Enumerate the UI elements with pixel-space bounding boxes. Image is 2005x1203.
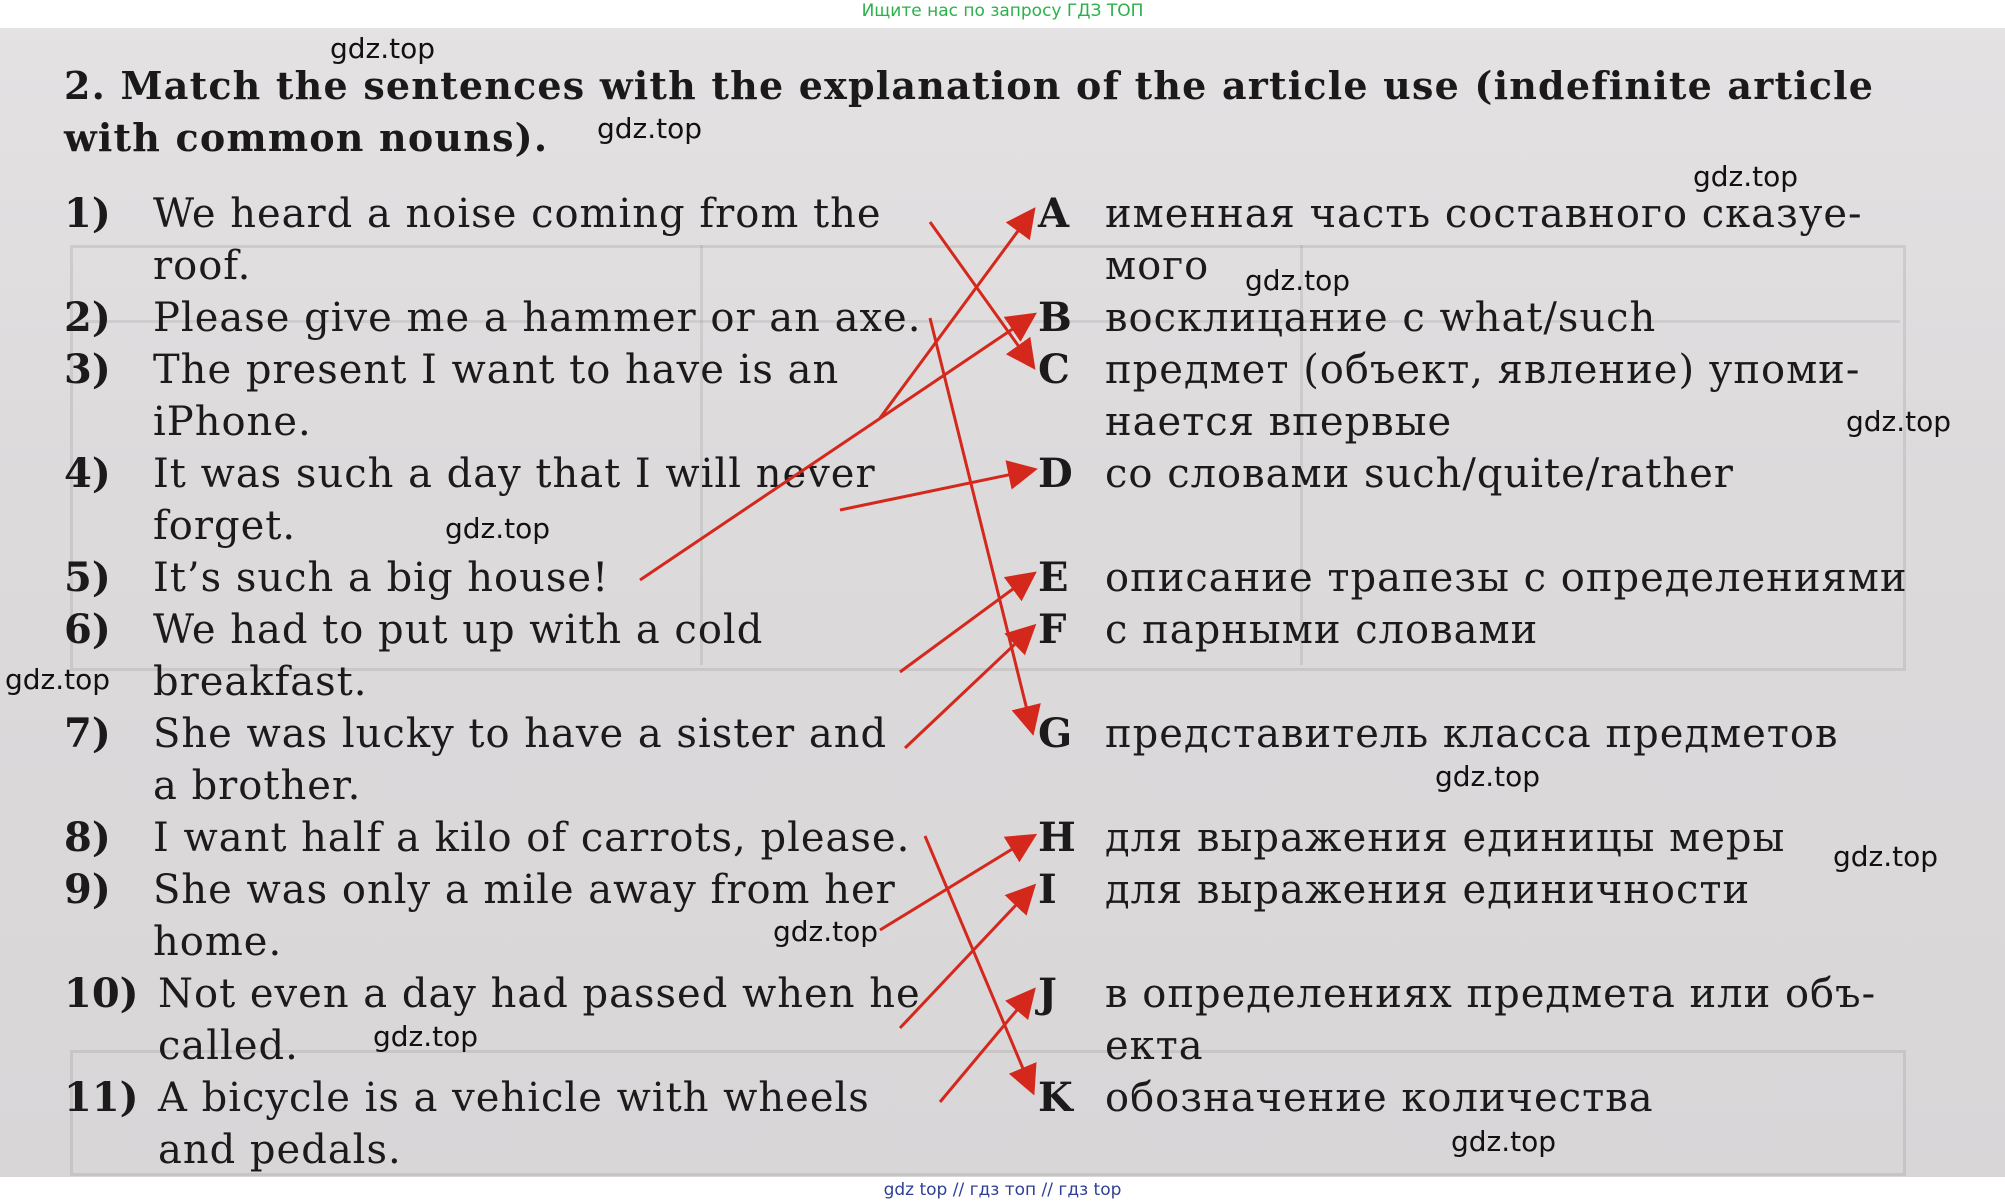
explanation-line: описание трапезы с определениями <box>1105 555 1908 601</box>
sentence-line: iPhone. <box>153 399 312 445</box>
sentence-line: and pedals. <box>158 1127 402 1173</box>
match-arrow <box>880 837 1032 930</box>
sentence-line: We heard a noise coming from the <box>153 191 882 237</box>
explanation-letter: K <box>1038 1074 1073 1121</box>
explanation-line: с парными словами <box>1105 607 1539 653</box>
match-arrow <box>640 316 1032 580</box>
watermark: gdz.top <box>773 915 879 948</box>
watermark: gdz.top <box>330 32 436 65</box>
sentence-line: The present I want to have is an <box>153 347 840 393</box>
explanation-line: обозначение количества <box>1105 1075 1654 1121</box>
explanation-line: восклицание с what/such <box>1105 295 1657 341</box>
sentence-number: 4) <box>64 450 111 497</box>
sentence-number: 11) <box>64 1074 139 1121</box>
sentence-number: 9) <box>64 866 111 913</box>
match-arrow <box>900 575 1032 672</box>
explanation-line: екта <box>1105 1023 1204 1069</box>
sentence-line: forget. <box>153 503 297 549</box>
match-arrow <box>840 470 1032 510</box>
sentence-number: 10) <box>64 970 139 1017</box>
sentence-number: 7) <box>64 710 111 757</box>
sentence-line: breakfast. <box>153 659 368 705</box>
bottom-banner[interactable]: gdz top // гдз топ // гдз top <box>0 1177 2005 1203</box>
sentence-line: A bicycle is a vehicle with wheels <box>158 1075 870 1121</box>
sentence-number: 8) <box>64 814 111 861</box>
explanation-letter: H <box>1038 814 1076 861</box>
sentence-line: She was lucky to have a sister and <box>153 711 888 757</box>
sentence-number: 6) <box>64 606 111 653</box>
explanation-line: представитель класса предметов <box>1105 711 1839 757</box>
top-banner[interactable]: Ищите нас по запросу ГДЗ ТОП <box>0 0 2005 28</box>
explanation-line: для выражения единичности <box>1105 867 1751 913</box>
explanation-line: в определениях предмета или объ- <box>1105 971 1877 1017</box>
match-arrow <box>880 212 1032 418</box>
sentence-line: Please give me a hammer or an axe. <box>153 295 922 341</box>
explanation-line: со словами such/quite/rather <box>1105 451 1734 497</box>
explanation-letter: D <box>1038 450 1073 497</box>
sentence-number: 2) <box>64 294 111 341</box>
explanation-line: предмет (объект, явление) упоми- <box>1105 347 1861 393</box>
watermark: gdz.top <box>373 1020 479 1053</box>
match-arrow <box>925 836 1032 1090</box>
watermark: gdz.top <box>597 112 703 145</box>
watermark: gdz.top <box>1435 760 1541 793</box>
sentence-line: It was such a day that I will never <box>153 451 876 497</box>
explanation-line: именная часть составного сказуе- <box>1105 191 1863 237</box>
watermark: gdz.top <box>1451 1125 1557 1158</box>
match-arrow <box>900 888 1032 1028</box>
sentence-line: It’s such a big house! <box>153 555 610 601</box>
match-arrow <box>940 992 1032 1102</box>
explanation-letter: B <box>1038 294 1072 341</box>
match-arrow <box>905 628 1032 748</box>
explanation-letter: C <box>1038 346 1070 393</box>
sentence-line: Not even a day had passed when he <box>158 971 921 1017</box>
match-arrow <box>930 222 1032 365</box>
sentence-line: I want half a kilo of carrots, please. <box>153 815 911 861</box>
watermark: gdz.top <box>5 663 111 696</box>
sentence-line: a brother. <box>153 763 362 809</box>
match-arrow <box>930 318 1032 730</box>
watermark: gdz.top <box>445 512 551 545</box>
sentence-line: She was only a mile away from her <box>153 867 896 913</box>
watermark: gdz.top <box>1245 264 1351 297</box>
explanation-letter: J <box>1038 970 1057 1017</box>
explanation-line: мого <box>1105 243 1210 289</box>
watermark: gdz.top <box>1833 840 1939 873</box>
explanation-letter: I <box>1038 866 1057 913</box>
explanation-line: нается впервые <box>1105 399 1453 445</box>
explanation-line: для выражения единицы меры <box>1105 815 1786 861</box>
sentence-number: 1) <box>64 190 111 237</box>
explanation-letter: F <box>1038 606 1067 653</box>
sentence-number: 3) <box>64 346 111 393</box>
sentence-line: called. <box>158 1023 299 1069</box>
watermark: gdz.top <box>1846 405 1952 438</box>
sentence-line: roof. <box>153 243 252 289</box>
explanation-letter: G <box>1038 710 1073 757</box>
sentence-line: home. <box>153 919 283 965</box>
explanation-letter: A <box>1038 190 1070 237</box>
watermark: gdz.top <box>1693 160 1799 193</box>
explanation-letter: E <box>1038 554 1069 601</box>
sentence-line: We had to put up with a cold <box>153 607 764 653</box>
task-title: 2. Match the sentences with the explanation of the article use (indefinite article with common nouns). <box>64 63 1875 160</box>
sentence-number: 5) <box>64 554 111 601</box>
